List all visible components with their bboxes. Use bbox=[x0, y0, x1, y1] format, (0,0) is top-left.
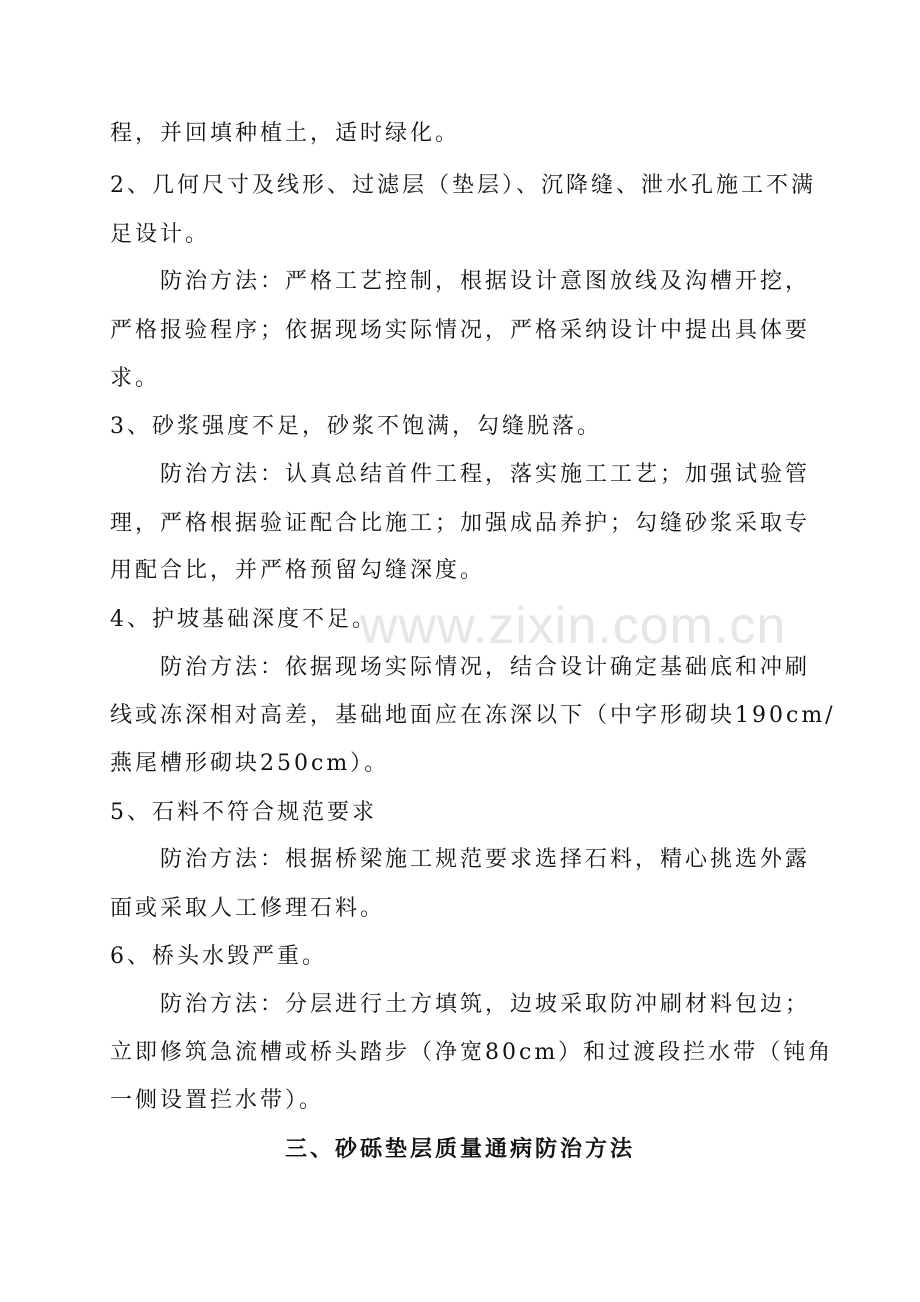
text-line: 面或采取人工修理石料。 bbox=[110, 896, 386, 921]
text-line: 防治方法：依据现场实际情况，结合设计确定基础底和冲刷 bbox=[160, 655, 811, 680]
text-line: 6、桥头水毁严重。 bbox=[110, 944, 327, 969]
text-line: 一侧设置拦水带）。 bbox=[110, 1088, 325, 1113]
text-line: 4、护坡基础深度不足。 bbox=[110, 607, 377, 632]
text-line: 防治方法：严格工艺控制，根据设计意图放线及沟槽开挖， bbox=[160, 269, 811, 294]
text-line: 程，并回填种植土，适时绿化。 bbox=[110, 121, 461, 146]
text-line: 求。 bbox=[110, 366, 161, 391]
text-line: 5、石料不符合规范要求 bbox=[110, 800, 377, 825]
text-line: 理，严格根据验证配合比施工；加强成品养护；勾缝砂浆采取专 bbox=[110, 511, 811, 536]
text-line: 防治方法：认真总结首件工程，落实施工工艺；加强试验管 bbox=[160, 462, 811, 487]
section-heading: 三、砂砾垫层质量通病防治方法 bbox=[284, 1136, 635, 1162]
text-line: 严格报验程序；依据现场实际情况，严格采纳设计中提出具体要 bbox=[110, 318, 811, 343]
text-line: 防治方法：根据桥梁施工规范要求选择石料，精心挑选外露 bbox=[160, 847, 811, 872]
text-line: 燕尾槽形砌块250cm）。 bbox=[110, 751, 390, 776]
text-line: 用配合比，并严格预留勾缝深度。 bbox=[110, 558, 486, 583]
text-line: 防治方法：分层进行土方填筑，边坡采取防冲刷材料包边； bbox=[160, 992, 811, 1017]
text-line: 2、几何尺寸及线形、过滤层（垫层）、沉降缝、泄水孔施工不满 bbox=[110, 173, 816, 198]
text-line: 足设计。 bbox=[110, 222, 211, 247]
watermark: www.zixin.com.cn bbox=[360, 597, 787, 655]
text-line: 线或冻深相对高差，基础地面应在冻深以下（中字形砌块190cm/ bbox=[110, 703, 836, 728]
text-line: 3、砂浆强度不足，砂浆不饱满，勾缝脱落。 bbox=[110, 414, 602, 439]
text-line: 立即修筑急流槽或桥头踏步（净宽80cm）和过渡段拦水带（钝角 bbox=[110, 1040, 834, 1065]
